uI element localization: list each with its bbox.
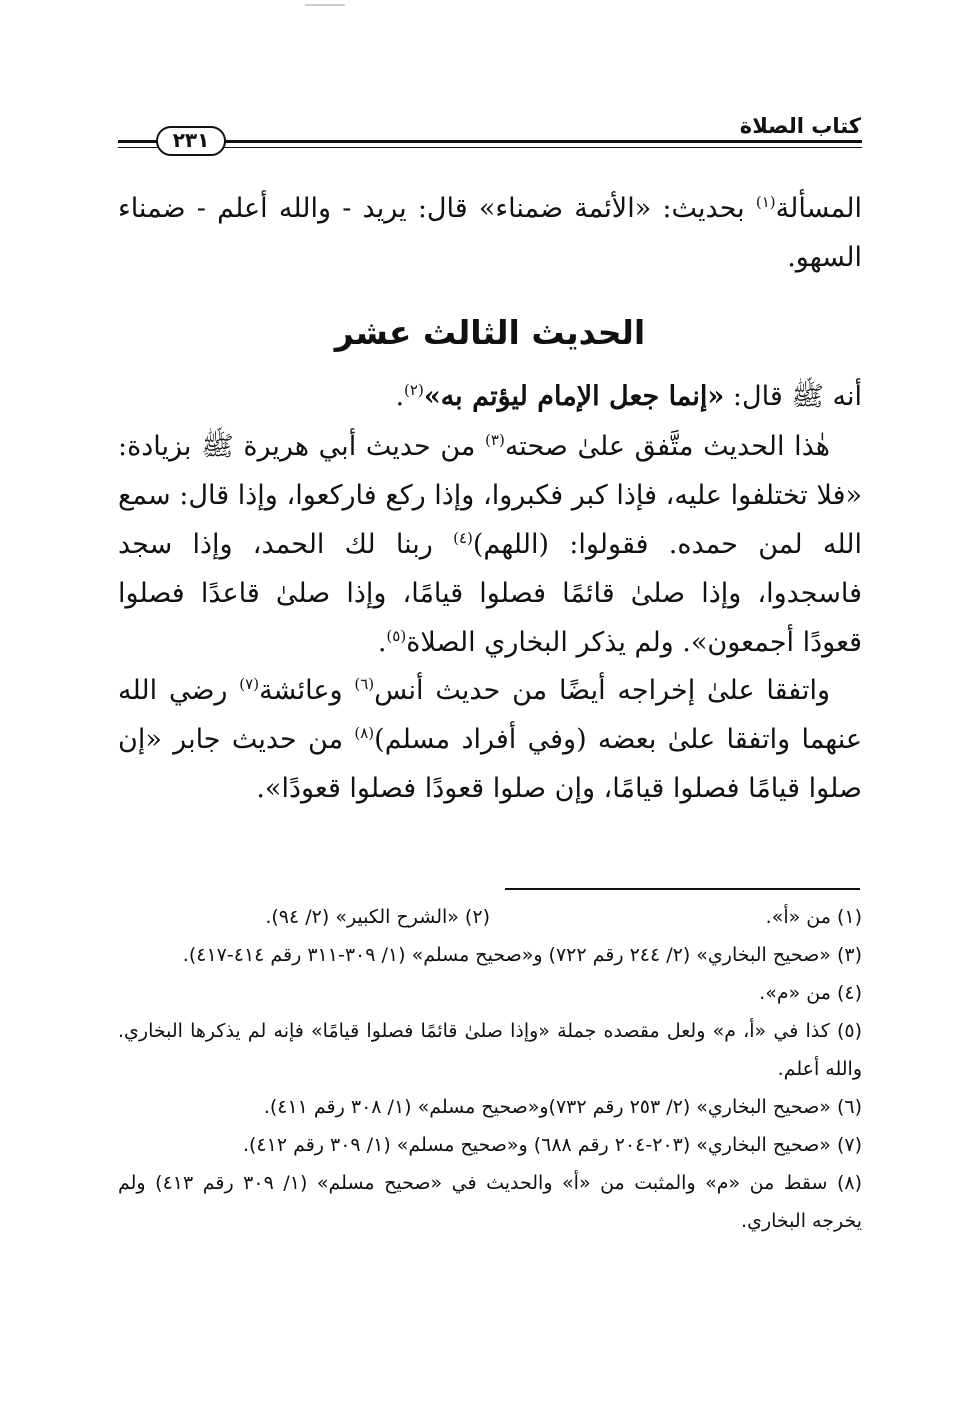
para3-text-b: من حديث أبي هريرة ﷺ بزيادة: «فلا تختلفوا عليه، فإذا كبر فكبروا، وإذا ركع فاركعوا، وإذا قال: سمع الله لمن حمده. فقولوا: (اللهم): [118, 431, 863, 560]
footnote-7: (٧) «صحيح البخاري» (٢٠٣-٢٠٤ رقم ٦٨٨) و«صحيح مسلم» (١/ ٣٠٩ رقم ٤١٢).: [242, 1134, 862, 1156]
para4-text-a: واتفقا علىٰ إخراجه أيضًا من حديث أنس: [374, 675, 830, 706]
footnote-ref-6: (٦): [354, 675, 375, 693]
footnote-ref-4: (٤): [453, 529, 473, 547]
para3-text-c: ربنا لك الحمد، وإذا سجد فاسجدوا، وإذا صلىٰ قائمًا فصلوا قيامًا، وإذا صلىٰ قاعدًا فصلوا قعودًا أجمعون». ولم يذكر البخاري الصلاة: [118, 529, 862, 658]
footnote-8: (٨) سقط من «م» والمثبت من «أ» والحديث في «صحيح مسلم» (١/ ٣٠٩ رقم ٤١٣) ولم يخرجه البخاري.: [118, 1172, 863, 1232]
para1-text-a: المسألة: [775, 193, 862, 224]
footnote-2: (٢) «الشرح الكبير» (٢/ ٩٤).: [265, 906, 490, 928]
footnote-ref-2: (٢): [404, 381, 424, 399]
footnote-5: (٥) كذا في «أ، م» ولعل مقصده جملة «وإذا صلىٰ قائمًا فصلوا قيامًا» فإنه لم يذكرها البخاري. والله أعلم.: [118, 1020, 862, 1080]
footnote-1: (١) من «أ».: [765, 906, 862, 928]
footnote-ref-8: (٨): [354, 724, 375, 742]
paragraph-2: [118, 372, 862, 421]
hadith-quote: «إنما جعل الإمام ليؤتم به»: [423, 381, 725, 412]
footnote-ref-1: (١): [755, 193, 776, 211]
scan-mark: [305, 4, 345, 6]
footnote-separator: [505, 888, 860, 890]
footnotes-list: [118, 898, 862, 1240]
page-number: ٢٣١: [156, 126, 226, 156]
footnote-ref-3: (٣): [485, 431, 505, 449]
paragraph-1: [118, 184, 862, 282]
footnote-ref-7: (٧): [239, 675, 260, 693]
hadith-title: الحديث الثالث عشر: [334, 313, 646, 352]
footnote-4: (٤) من «م».: [759, 982, 862, 1004]
header-rule-left-thick: [118, 140, 158, 143]
para3-text-a: هٰذا الحديث متَّفق علىٰ صحته: [504, 431, 830, 462]
paragraph-4: [118, 666, 862, 813]
header-rule-thin: [224, 147, 862, 148]
footnote-row-1-2: [118, 898, 862, 936]
footnote-ref-5: (٥): [386, 627, 407, 645]
paragraph-3: [118, 422, 862, 667]
running-title: كتاب الصلاة: [739, 114, 861, 138]
header-rule-left-thin: [118, 147, 158, 148]
para2-text-b: .: [395, 381, 405, 412]
para3-text-d: .: [377, 627, 387, 658]
para4-text-b: وعائشة: [259, 675, 355, 706]
para2-text-a: أنه ﷺ قال:: [724, 381, 862, 412]
para1-text-b: بحديث: «الأئمة ضمناء» قال: يريد - والله أعلم - ضمناء السهو.: [118, 193, 862, 273]
footnote-6: (٦) «صحيح البخاري» (٢/ ٢٥٣ رقم ٧٣٢)و«صحيح مسلم» (١/ ٣٠٨ رقم ٤١١).: [263, 1096, 862, 1118]
header-rule-thick: [224, 140, 862, 143]
para4-text-d: من حديث جابر «إن صلوا قيامًا فصلوا قيامًا، وإن صلوا قعودًا فصلوا قعودًا».: [118, 724, 862, 804]
footnote-3: (٣) «صحيح البخاري» (٢/ ٢٤٤ رقم ٧٢٢) و«صحيح مسلم» (١/ ٣٠٩-٣١١ رقم ٤١٤-٤١٧).: [182, 944, 862, 966]
para4-text-c: رضي الله عنهما واتفقا علىٰ بعضه (وفي أفراد مسلم): [118, 675, 863, 755]
